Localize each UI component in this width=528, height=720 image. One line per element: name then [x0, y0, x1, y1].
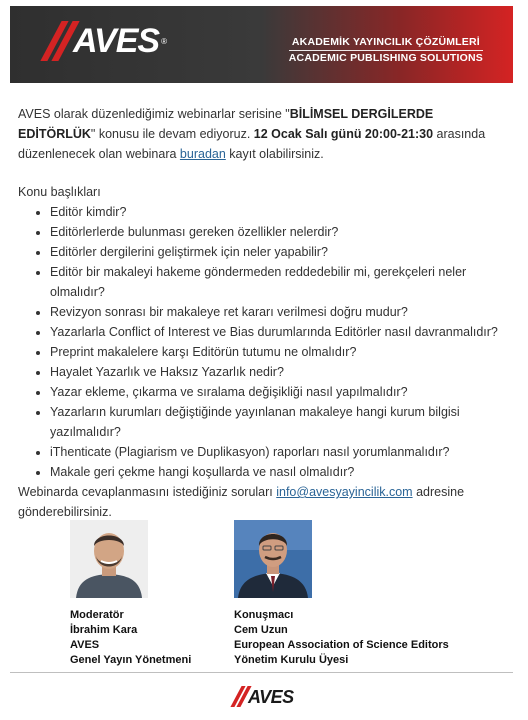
aves-logo[interactable]	[43, 24, 167, 58]
list-item: • Makale geri çekme hangi koşullarda ve nasıl olmalıdır?	[50, 462, 513, 482]
tagline-turkish: AKADEMİK YAYINCILIK ÇÖZÜMLERİ	[291, 36, 480, 48]
footer-logo-mark-icon	[232, 688, 248, 706]
footer-aves-logo[interactable]	[232, 688, 294, 706]
register-link[interactable]: buradan	[179, 147, 226, 161]
topics-title: Konu başlıkları	[18, 185, 101, 199]
speaker-org: European Association of Science Editors	[234, 639, 449, 651]
list-item: • Editör kimdir?	[50, 202, 513, 222]
intro-paragraph	[18, 104, 513, 164]
closing-paragraph	[18, 482, 513, 522]
webinar-date: 12 Ocak Salı günü 20:00-21:30	[253, 127, 434, 141]
list-item: • Editör bir makaleyi hakeme göndermeden reddedebilir mi, gerekçeleri neler olmalıdır?	[50, 262, 513, 302]
speaker-photo	[234, 520, 312, 598]
speaker-role: Konuşmacı	[234, 609, 294, 621]
intro-text-1: AVES olarak düzenlediğimiz webinarlar serisine "	[18, 107, 290, 121]
logo-text: AVES	[73, 22, 160, 60]
list-item: • Yazarların kurumları değiştiğinde yayınlanan makaleye hangi kurum bilgisi yazılmalıdır?	[50, 402, 513, 442]
list-item: • Revizyon sonrası bir makaleye ret kararı verilmesi doğru mudur?	[50, 302, 513, 322]
footer-divider	[10, 672, 513, 673]
list-item: • Preprint makalelere karşı Editörün tutumu ne olmalıdır?	[50, 342, 513, 362]
moderator-photo	[70, 520, 148, 598]
intro-text-3: arasında düzenlenecek olan webinara	[18, 127, 486, 161]
logo-registered-mark: ®	[161, 36, 167, 46]
moderator-card	[70, 520, 191, 668]
intro-text-4: kayıt olabilirsiniz.	[225, 147, 324, 161]
topics-list	[18, 202, 513, 482]
list-item: • iThenticate (Plagiarism ve Duplikasyon) raporları nasıl yorumlanmalıdır?	[50, 442, 513, 462]
list-item: • Editörlerlerde bulunması gereken özellikler nelerdir?	[50, 222, 513, 242]
moderator-name: İbrahim Kara	[70, 624, 138, 636]
body-content	[18, 104, 513, 522]
closing-text-2: adresine gönderebilirsiniz.	[18, 485, 465, 519]
list-item: • Yazar ekleme, çıkarma ve sıralama değişikliği nasıl yapılmalıdır?	[50, 382, 513, 402]
intro-text-2: " konusu ile devam ediyoruz.	[90, 127, 254, 141]
speaker-card	[234, 520, 449, 668]
moderator-org: AVES	[70, 639, 100, 651]
list-item: • Yazarlarla Conflict of Interest ve Bias durumlarında Editörler nasıl davranmalıdır?	[50, 322, 513, 342]
webinar-title: BİLİMSEL DERGİLERDE EDİTÖRLÜK	[18, 107, 434, 141]
tagline	[289, 36, 483, 65]
moderator-role: Moderatör	[70, 609, 124, 621]
header-banner	[10, 6, 513, 83]
tagline-english: ACADEMIC PUBLISHING SOLUTIONS	[288, 52, 483, 64]
speaker-name: Cem Uzun	[234, 624, 288, 636]
moderator-title: Genel Yayın Yönetmeni	[70, 654, 192, 666]
email-link[interactable]: info@avesyayincilik.com	[276, 485, 413, 499]
list-item: • Hayalet Yazarlık ve Haksız Yazarlık nedir?	[50, 362, 513, 382]
list-item: • Editörler dergilerini geliştirmek için neler yapabilir?	[50, 242, 513, 262]
tagline-divider	[289, 50, 483, 51]
closing-text-1: Webinarda cevaplanmasını istediğiniz soruları	[18, 485, 277, 499]
footer-logo-text: AVES	[248, 687, 294, 707]
aves-logo-mark-icon	[43, 24, 73, 58]
speaker-title: Yönetim Kurulu Üyesi	[234, 654, 349, 666]
